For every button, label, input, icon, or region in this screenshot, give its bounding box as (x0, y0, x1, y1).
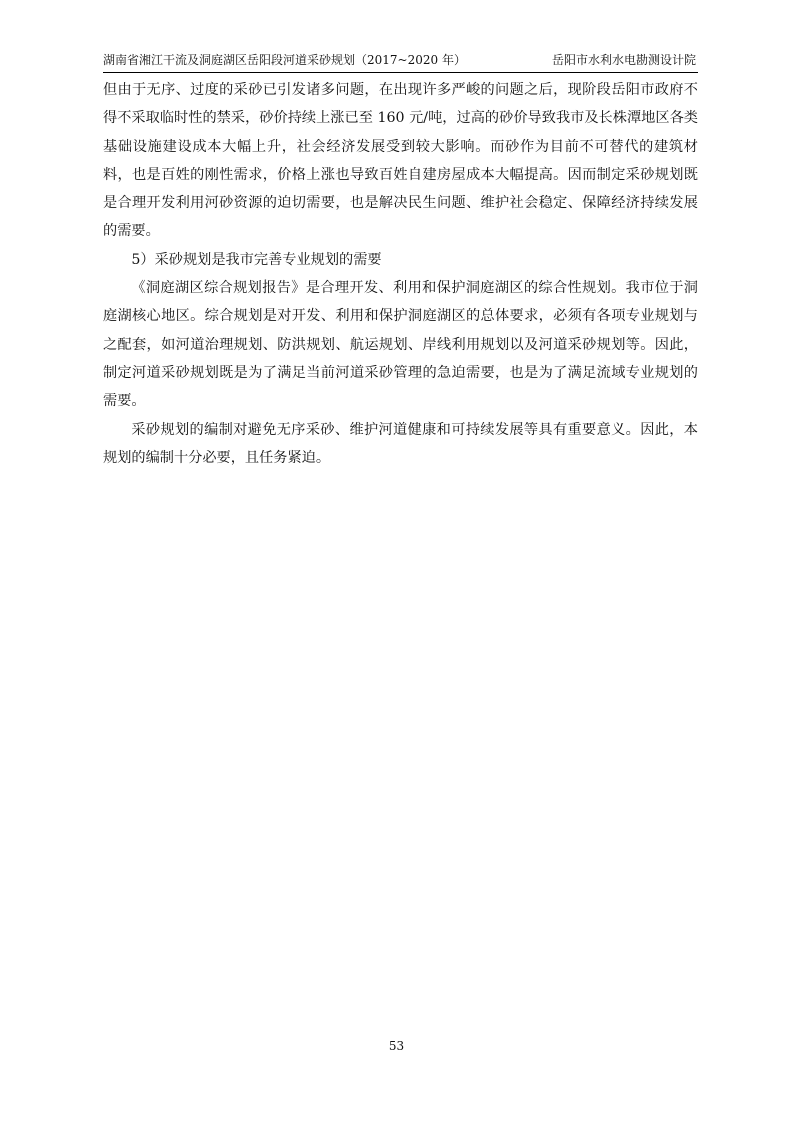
paragraph: 采砂规划的编制对避免无序采砂、维护河道健康和可持续发展等具有重要意义。因此，本规划的编制十分必要，且任务紧迫。 (103, 421, 698, 466)
header-document-title: 湖南省湘江干流及洞庭湖区岳阳段河道采砂规划（2017~2020 年） (103, 53, 466, 67)
paragraph: 《洞庭湖区综合规划报告》是合理开发、利用和保护洞庭湖区的综合性规划。我市位于洞庭湖核心地区。综合规划是对开发、利用和保护洞庭湖区的总体要求，必须有各项专业规划与之配套，如河道治理规划、防洪规划、航运规划、岸线利用规划以及河道采砂规划等。因此，制定河道采砂规划既是为了满足当前河道采砂管理的急迫需要，也是为了满足流域专业规划的需要。 (103, 280, 698, 410)
page-header (103, 50, 698, 73)
paragraph-continued: 但由于无序、过度的采砂已引发诸多问题，在出现许多严峻的问题之后，现阶段岳阳市政府不得不采取临时性的禁采，砂价持续上涨已至 160 元/吨，过高的砂价导致我市及长株潭地区各类基础设施建设成本大幅上升，社会经济发展受到较大影响。而砂作为目前不可替代的建筑材料，也是百姓的刚性需求，价格上涨也导致百姓自建房屋成本大幅提高。因而制定采砂规划既是合理开发利用河砂资源的迫切需要，也是解决民生问题、维护社会稳定、保障经济持续发展的需要。 (103, 82, 698, 240)
header-organization: 岳阳市水利水电勘测设计院 (551, 53, 696, 67)
body-text (103, 76, 698, 472)
section-heading: 5）采砂规划是我市完善专业规划的需要 (131, 251, 382, 268)
page-number: 53 (388, 1039, 405, 1053)
